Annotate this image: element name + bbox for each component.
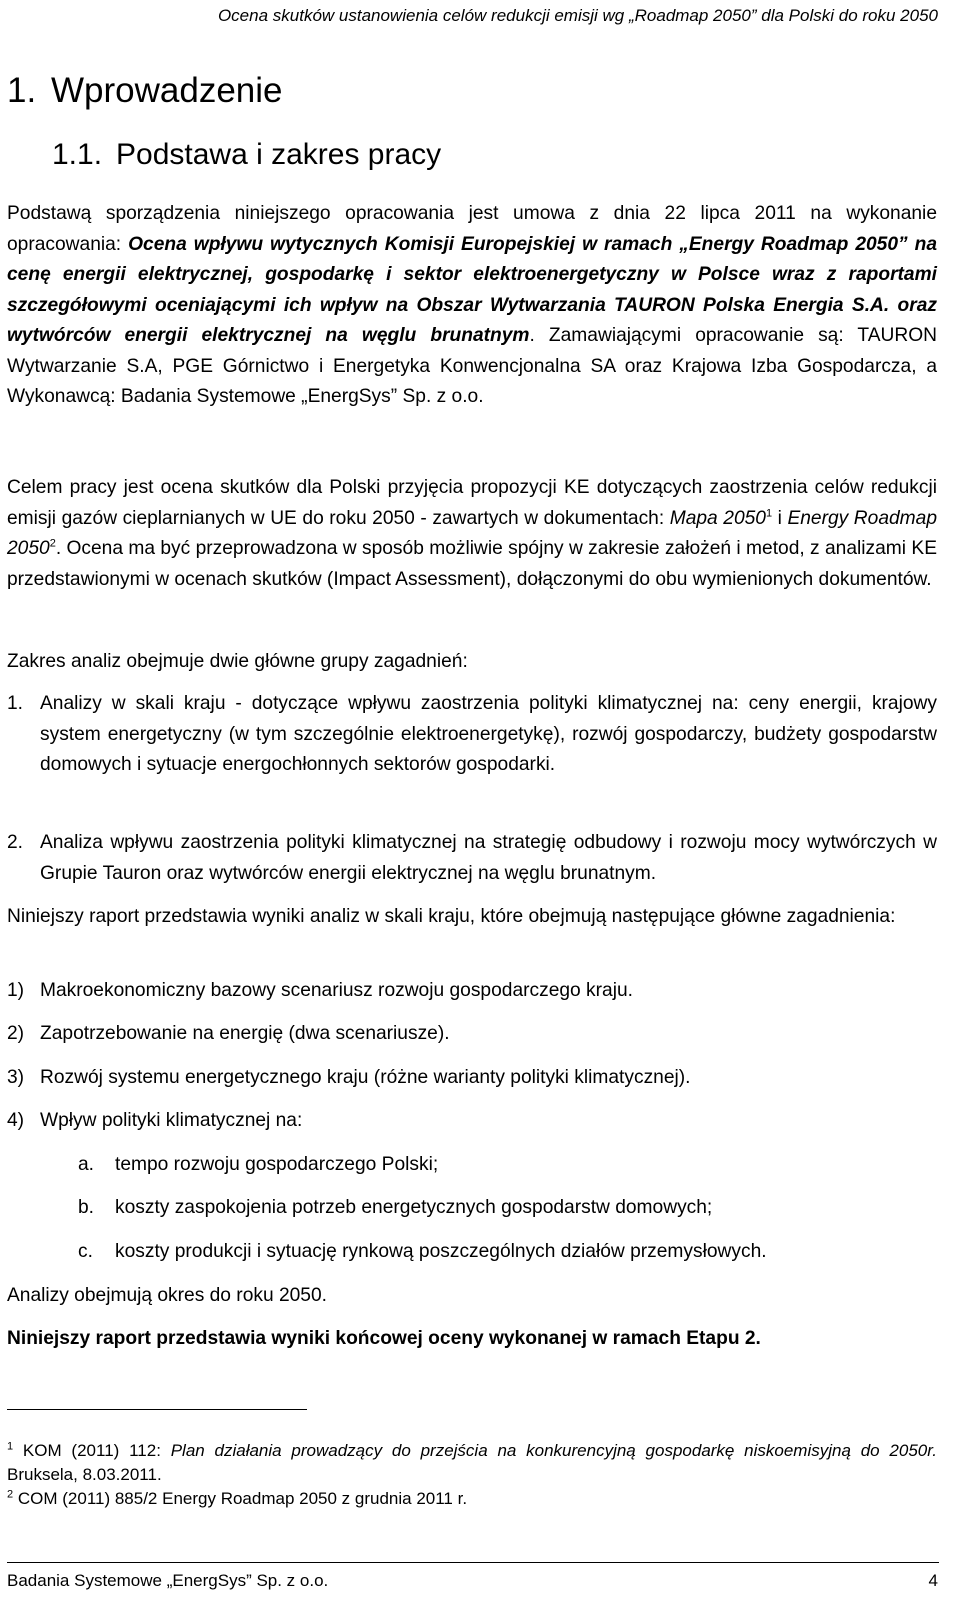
footnote-1-title: Plan działania prowadzący do przejścia na konkurencyjną gospodarkę niskoemisyjną do 2050r. — [170, 1441, 937, 1460]
list-item — [7, 976, 937, 1007]
list-item — [7, 689, 937, 781]
footnote-1-suffix: Bruksela, 8.03.2011. — [7, 1465, 162, 1484]
footer-separator — [7, 1562, 939, 1563]
list-item-text: Zapotrzebowanie na energię (dwa scenariusze). — [40, 1023, 450, 1044]
document-name-1: Mapa 2050 — [669, 507, 766, 529]
footnote-1 — [7, 1439, 937, 1487]
sub-list-text: koszty zaspokojenia potrzeb energetycznych gospodarstw domowych; — [115, 1197, 713, 1218]
subsection-heading — [52, 138, 441, 172]
paragraph-stage-note: Niniejszy raport przedstawia wyniki końcowej oceny wykonanej w ramach Etapu 2. — [7, 1328, 761, 1349]
paragraph-goal-rest: . Ocena ma być przeprowadzona w sposób możliwie spójny w zakresie założeń i metod, z analizami KE przedstawionymi w ocenach skutków (Impact Assessment), dołączonymi do obu wymienionych dokumentów. — [7, 538, 937, 590]
footer-company: Badania Systemowe „EnergSys” Sp. z o.o. — [7, 1571, 329, 1590]
paragraph-basis — [7, 199, 937, 413]
contract-title: Ocena wpływu wytycznych Komisji Europejskiej w ramach „Energy Roadmap 2050” na cenę energii elektrycznej, gospodarkę i sektor elektroenergetyczny w Polsce wraz z raportami szczegółowymi oceniającymi ich wpływ na Obszar Wytwarzania TAURON Polska Energia S.A. oraz wytwórców energii elektrycznej na węglu brunatnym — [7, 233, 937, 346]
footnote-marker-1: 1 — [7, 1440, 14, 1453]
list-marker: 1) — [7, 980, 25, 1001]
footnote-separator — [7, 1409, 307, 1410]
list-item-text: Analiza wpływu zaostrzenia polityki klimatycznej na strategię odbudowy i rozwoju mocy wytwórczych w Grupie Tauron oraz wytwórców energii elektrycznej na węglu brunatnym. — [40, 832, 937, 884]
list-item-text: Makroekonomiczny bazowy scenariusz rozwoju gospodarczego kraju. — [40, 980, 633, 1001]
sub-list-item — [78, 1150, 938, 1181]
list-marker: 3) — [7, 1067, 25, 1088]
list-marker: 2. — [7, 832, 24, 853]
document-name-2: Energy Roadmap 2050 — [7, 507, 937, 559]
conjunction-text: i — [772, 507, 788, 529]
subsection-title: Podstawa i zakres pracy — [116, 138, 442, 171]
running-header: Ocena skutków ustanowienia celów redukcji emisji wg „Roadmap 2050” dla Polski do roku 2050 — [217, 6, 938, 25]
paragraph-scope: Zakres analiz obejmuje dwie główne grupy zagadnień: — [7, 651, 468, 672]
list-item-text: Analizy w skali kraju - dotyczące wpływu zaostrzenia polityki klimatycznej na: ceny energii, krajowy system energetyczny (w tym szczególnie elektroenergetykę), rozwój gospodarczy, budżety gospodarstw domowych i sytuacje energochłonnych sektorów gospodarki. — [40, 693, 937, 775]
footnote-ref-2[interactable]: 2 — [49, 537, 56, 550]
list-item — [7, 1106, 937, 1137]
sub-list-item — [78, 1237, 938, 1268]
section-heading — [7, 71, 283, 111]
sub-list-item — [78, 1193, 938, 1224]
list-item — [7, 1019, 937, 1050]
paragraph-report-scope: Niniejszy raport przedstawia wyniki analiz w skali kraju, które obejmują następujące główne zagadnienia: — [7, 906, 896, 927]
list-marker: 1. — [7, 693, 24, 714]
list-item — [7, 1063, 937, 1094]
list-item-text: Wpływ polityki klimatycznej na: — [40, 1110, 303, 1131]
list-marker: 2) — [7, 1023, 25, 1044]
subsection-number: 1.1. — [52, 138, 103, 171]
sub-list-text: tempo rozwoju gospodarczego Polski; — [115, 1154, 439, 1175]
footnote-2 — [7, 1487, 937, 1511]
sub-list-marker: a. — [78, 1154, 95, 1175]
sub-list-marker: c. — [78, 1241, 93, 1262]
paragraph-basis-intro: Podstawą sporządzenia niniejszego opracowania jest umowa z dnia 22 lipca 2011 na wykonanie opracowania: — [7, 203, 937, 255]
section-number: 1. — [7, 71, 37, 110]
footnote-1-prefix: KOM (2011) 112: — [22, 1441, 171, 1460]
footnote-ref-1[interactable]: 1 — [765, 507, 773, 520]
list-item — [7, 828, 937, 889]
paragraph-period: Analizy obejmują okres do roku 2050. — [7, 1285, 327, 1306]
paragraph-basis-parties: . Zamawiającymi opracowanie są: TAURON Wytwarzanie S.A, PGE Górnictwo i Energetyka Konwencjonalna SA oraz Krajowa Izba Gospodarcza, a Wykonawcą: Badania Systemowe „EnergSys” Sp. z o.o. — [7, 325, 937, 407]
section-title: Wprowadzenie — [51, 71, 283, 110]
sub-list-marker: b. — [78, 1197, 95, 1218]
paragraph-goal-intro: Celem pracy jest ocena skutków dla Polski przyjęcia propozycji KE dotyczących zaostrzenia celów redukcji emisji gazów cieplarnianych w UE do roku 2050 - zawartych w dokumentach: — [7, 477, 937, 529]
page-number: 4 — [928, 1571, 938, 1590]
paragraph-goal — [7, 473, 937, 595]
footnote-marker-2: 2 — [7, 1488, 14, 1501]
list-item-text: Rozwój systemu energetycznego kraju (różne warianty polityki klimatycznej). — [40, 1067, 691, 1088]
sub-list-text: koszty produkcji i sytuację rynkową poszczególnych działów przemysłowych. — [115, 1241, 767, 1262]
list-marker: 4) — [7, 1110, 25, 1131]
footnote-2-text: COM (2011) 885/2 Energy Roadmap 2050 z grudnia 2011 r. — [17, 1489, 468, 1508]
